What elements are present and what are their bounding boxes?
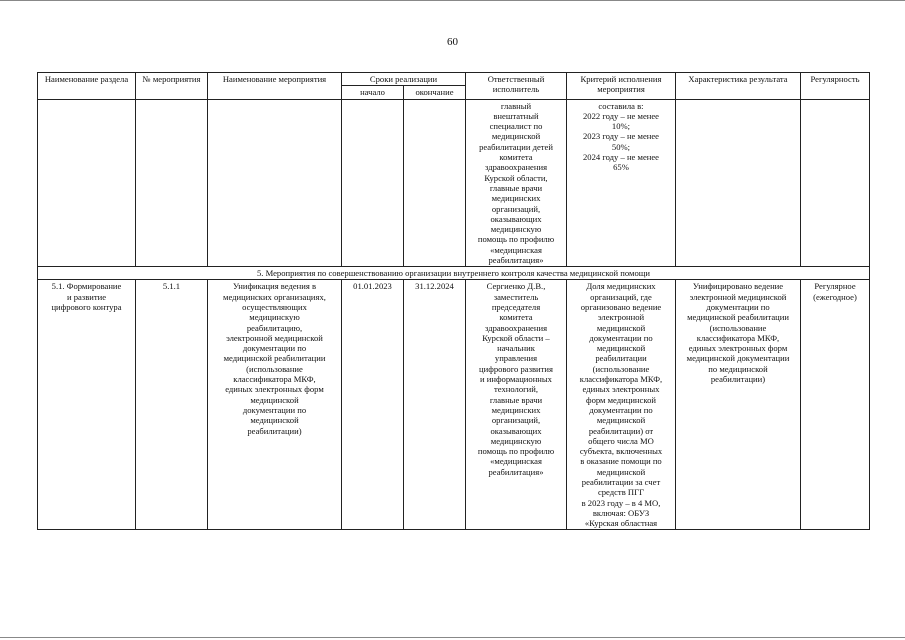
section-title-row [38,267,870,280]
cell-regularity: Регулярное (ежегодное) [801,280,870,530]
header-result: Характеристика результата [676,73,801,100]
header-regularity: Регулярность [801,73,870,100]
plan-table [37,72,870,530]
cell-result: Унифицировано ведение электронной медицинской документации по медицинской реабилитации (использование классификатора МКФ, единых электронных форм медицинской документации по медицинской реабилитации) [676,280,801,530]
cell-empty [208,99,342,267]
cell-start: 01.01.2023 [342,280,404,530]
header-terms: Сроки реализации [342,73,466,86]
page-number: 60 [447,36,458,48]
cell-empty [676,99,801,267]
top-rule [0,0,905,1]
cell-responsible: Сергиенко Д.В., заместитель председателя комитета здравоохранения Курской области – начальник управления цифрового развития и информационных технологий, главные врачи медицинских организаций, оказывающих медицинскую помощь по профилю «медицинская реабилитация» [466,280,567,530]
cell-empty [404,99,466,267]
cell-section: 5.1. Формирование и развитие цифрового контура [38,280,136,530]
header-row [38,73,870,86]
section-title: 5. Мероприятия по совершенствованию организации внутреннего контроля качества медицинской помощи [38,267,870,280]
cell-criterion: составила в: 2022 году – не менее 10%; 2023 году – не менее 50%; 2024 году – не менее 65% [567,99,676,267]
table-row [38,280,870,530]
cell-empty [801,99,870,267]
header-event-name: Наименование мероприятия [208,73,342,100]
cell-criterion: Доля медицинских организаций, где организовано ведение электронной медицинской документации по медицинской реабилитации (использование классификатора МКФ, единых электронных форм медицинской документации по медицинской реабилитации) от общего числа МО субъекта, включенных в оказание помощи по медицинской реабилитации за счет средств ПГГ в 2023 году – в 4 МО, включая: ОБУЗ «Курская областная [567,280,676,530]
cell-responsible: главный внештатный специалист по медицинской реабилитации детей комитета здравоохранения Курской области, главные врачи медицинских организаций, оказывающих медицинскую помощь по профилю «медицинская реабилитация» [466,99,567,267]
cell-event: Унификация ведения в медицинских организациях, осуществляющих медицинскую реабилитацию, электронной медицинской документации по медицинской реабилитации (использование классификатора МКФ, единых электронных форм медицинской документации по медицинской реабилитации) [208,280,342,530]
cell-end: 31.12.2024 [404,280,466,530]
bottom-rule [0,637,905,638]
cell-empty [38,99,136,267]
header-number: № мероприятия [136,73,208,100]
continuation-row [38,99,870,267]
header-responsible: Ответственный исполнитель [466,73,567,100]
cell-number: 5.1.1 [136,280,208,530]
header-section-name: Наименование раздела [38,73,136,100]
cell-empty [136,99,208,267]
cell-empty [342,99,404,267]
header-end: окончание [404,86,466,99]
header-start: начало [342,86,404,99]
header-criterion: Критерий исполнения мероприятия [567,73,676,100]
